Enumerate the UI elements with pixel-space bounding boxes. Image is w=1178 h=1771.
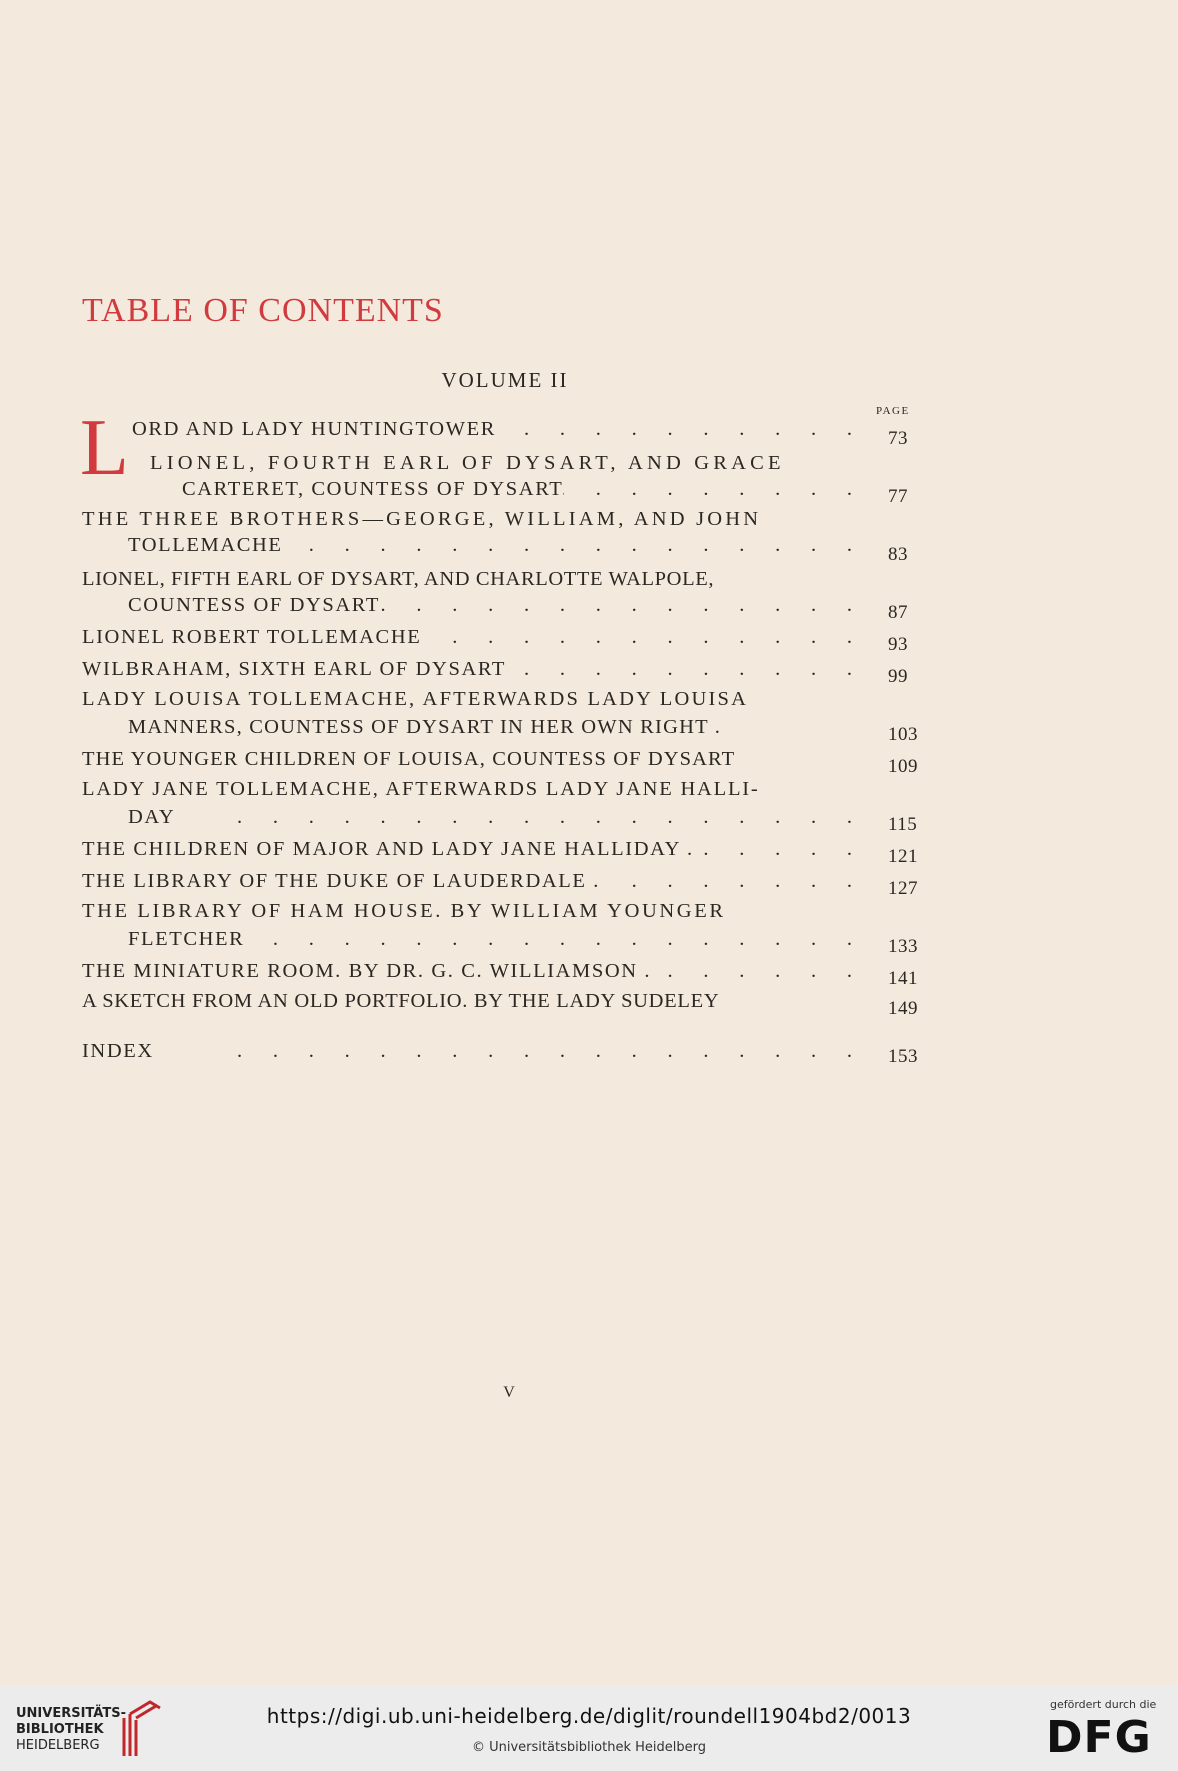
toc-page-number: 153 bbox=[888, 1046, 918, 1067]
dfg-logo[interactable]: DFG bbox=[1046, 1712, 1152, 1763]
toc-entry-line[interactable]: THE LIBRARY OF HAM HOUSE. BY WILLIAM YOUNGER bbox=[82, 900, 726, 922]
toc-page-number: 77 bbox=[888, 486, 908, 507]
toc-entry-line[interactable]: INDEX . bbox=[82, 1040, 852, 1063]
funder-label: gefördert durch die bbox=[1050, 1698, 1157, 1711]
volume-heading: VOLUME II bbox=[441, 368, 569, 392]
toc-page-number: 141 bbox=[888, 968, 918, 989]
toc-page-number: 93 bbox=[888, 634, 908, 655]
toc-page-number: 73 bbox=[888, 428, 908, 449]
toc-entry-line[interactable]: LIONEL, FOURTH EARL OF DYSART, AND GRACE bbox=[150, 452, 785, 474]
toc-page-number: 133 bbox=[888, 936, 918, 957]
toc-page-number: 99 bbox=[888, 666, 908, 687]
toc-entry-line[interactable]: TOLLEMACHE . bbox=[128, 534, 852, 557]
toc-entry-line[interactable]: MANNERS, COUNTESS OF DYSART IN HER OWN RIGHT . bbox=[128, 716, 722, 738]
toc-page-number: 115 bbox=[888, 814, 918, 835]
toc-entry-line[interactable]: CARTERET, COUNTESS OF DYSART . bbox=[182, 478, 852, 501]
toc-entry-line[interactable]: THE CHILDREN OF MAJOR AND LADY JANE HALLIDAY . . bbox=[82, 838, 852, 861]
toc-page-number: 103 bbox=[888, 724, 918, 745]
toc-entry-line[interactable]: LADY LOUISA TOLLEMACHE, AFTERWARDS LADY LOUISA bbox=[82, 688, 749, 710]
toc-entry-line[interactable]: THE MINIATURE ROOM. BY DR. G. C. WILLIAMSON . . bbox=[82, 960, 852, 983]
toc-entry-line[interactable]: THE YOUNGER CHILDREN OF LOUISA, COUNTESS OF DYSART bbox=[82, 748, 736, 770]
copyright-notice: © Universitätsbibliothek Heidelberg bbox=[471, 1740, 706, 1755]
toc-page-number: 87 bbox=[888, 602, 908, 623]
toc-page-number: 149 bbox=[888, 998, 918, 1019]
toc-entry-line[interactable]: ORD AND LADY HUNTINGTOWER . bbox=[132, 418, 852, 441]
toc-entry-line[interactable]: LADY JANE TOLLEMACHE, AFTERWARDS LADY JANE HALLI- bbox=[82, 778, 760, 800]
toc-entry-line[interactable]: LIONEL ROBERT TOLLEMACHE . bbox=[82, 626, 852, 649]
page-title: TABLE OF CONTENTS bbox=[82, 292, 444, 329]
folio-number: V bbox=[503, 1384, 515, 1401]
toc-entry-line[interactable]: LIONEL, FIFTH EARL OF DYSART, AND CHARLOTTE WALPOLE, bbox=[82, 568, 715, 590]
toc-entry-line[interactable]: FLETCHER . bbox=[128, 928, 852, 951]
toc-entry-line[interactable]: WILBRAHAM, SIXTH EARL OF DYSART . bbox=[82, 658, 852, 681]
toc-entry-line[interactable]: A SKETCH FROM AN OLD PORTFOLIO. BY THE LADY SUDELEY bbox=[82, 990, 720, 1012]
toc-entry-line[interactable]: COUNTESS OF DYSART . bbox=[128, 594, 852, 617]
page-column-label: PAGE bbox=[876, 405, 910, 417]
permalink-url[interactable]: https://digi.ub.uni-heidelberg.de/diglit/roundell1904bd2/0013 bbox=[266, 1704, 912, 1728]
viewer-footer bbox=[0, 1686, 1178, 1771]
toc-entry-line[interactable]: THE THREE BROTHERS—GEORGE, WILLIAM, AND JOHN bbox=[82, 508, 762, 530]
toc-page-number: 83 bbox=[888, 544, 908, 565]
drop-cap: L bbox=[80, 404, 129, 492]
library-name[interactable]: UNIVERSITÄTS- BIBLIOTHEK HEIDELBERG bbox=[16, 1706, 126, 1753]
toc-entry-line[interactable]: THE LIBRARY OF THE DUKE OF LAUDERDALE . . bbox=[82, 870, 852, 893]
toc-page-number: 127 bbox=[888, 878, 918, 899]
toc-page-number: 109 bbox=[888, 756, 918, 777]
toc-entry-line[interactable]: DAY . bbox=[128, 806, 852, 829]
toc-page-number: 121 bbox=[888, 846, 918, 867]
